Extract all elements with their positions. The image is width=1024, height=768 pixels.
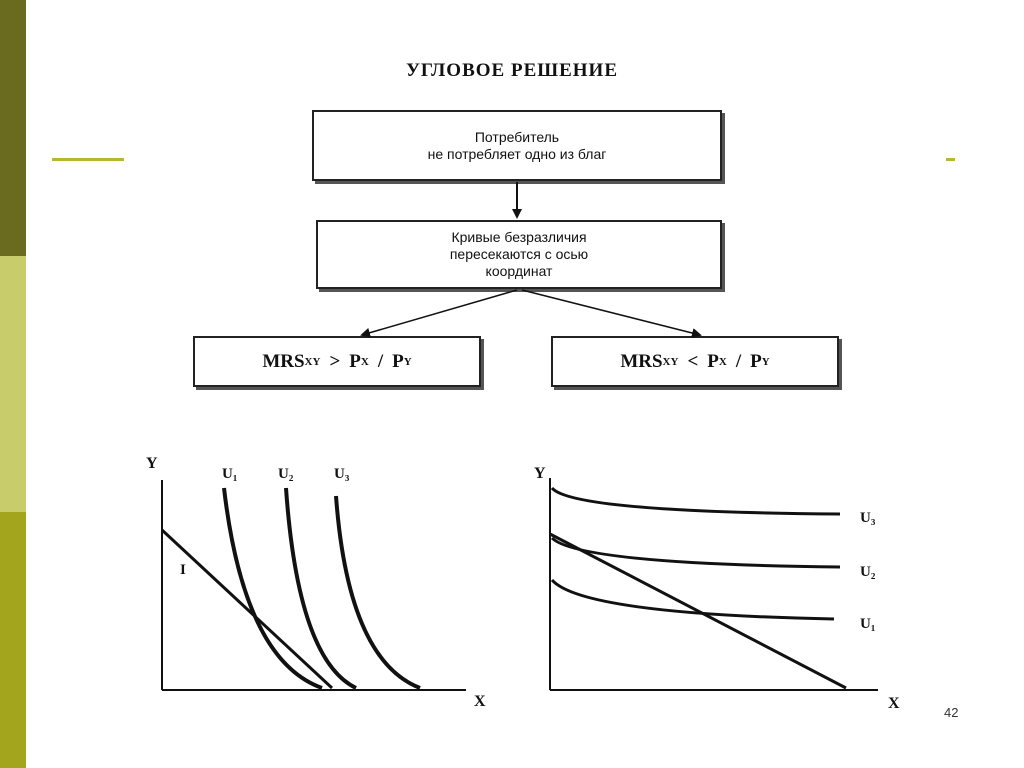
left-label-u1: U₁: [222, 466, 238, 482]
left-label-u3: U₃: [334, 466, 350, 482]
right-budget-line: [550, 534, 846, 688]
left-x-label: X: [474, 693, 486, 710]
formula-slash: /: [377, 350, 384, 372]
formula-den: P: [392, 350, 404, 372]
arrow-left-branch: [362, 290, 517, 335]
right-label-u3: U₃: [860, 510, 876, 526]
formula-num-sub: X: [360, 355, 369, 368]
formula-den: P: [750, 350, 762, 372]
right-curve-u1: [552, 580, 834, 619]
right-graph: [534, 465, 900, 712]
right-y-label: Y: [534, 465, 546, 482]
left-label-u2: U₂: [278, 466, 294, 482]
left-curve-u2: [286, 488, 356, 688]
formula-lhs-sub: XY: [304, 355, 321, 368]
right-curve-u3: [552, 488, 840, 514]
left-y-label: Y: [146, 455, 158, 472]
formula-operator: >: [329, 350, 341, 372]
left-curve-u1: [224, 488, 322, 688]
right-x-label: X: [888, 695, 900, 712]
formula-den-sub: Y: [403, 355, 412, 368]
formula-num: P: [707, 350, 719, 372]
formula-num-sub: X: [718, 355, 727, 368]
arrow-right-branch: [522, 290, 700, 335]
flow-box-consumer: Потребитель не потребляет одно из благ: [312, 110, 722, 181]
right-label-u2: U₂: [860, 564, 876, 580]
formula-lhs: MRS: [620, 350, 663, 372]
formula-lhs-sub: XY: [662, 355, 679, 368]
formula-lhs: MRS: [262, 350, 305, 372]
budget-label: I: [180, 562, 186, 578]
left-graph: [146, 455, 486, 710]
slide-title: УГЛОВОЕ РЕШЕНИЕ: [405, 60, 619, 81]
formula-den-sub: Y: [761, 355, 770, 368]
right-curve-u2: [552, 538, 840, 567]
formula-operator: <: [687, 350, 699, 372]
flow-box-indifference-curves: Кривые безразличия пересекаются с осью координат: [316, 220, 722, 289]
right-label-u1: U₁: [860, 616, 876, 632]
page-number: 42: [944, 705, 959, 720]
formula-num: P: [349, 350, 361, 372]
left-curve-u3: [336, 496, 420, 688]
formula-slash: /: [735, 350, 742, 372]
